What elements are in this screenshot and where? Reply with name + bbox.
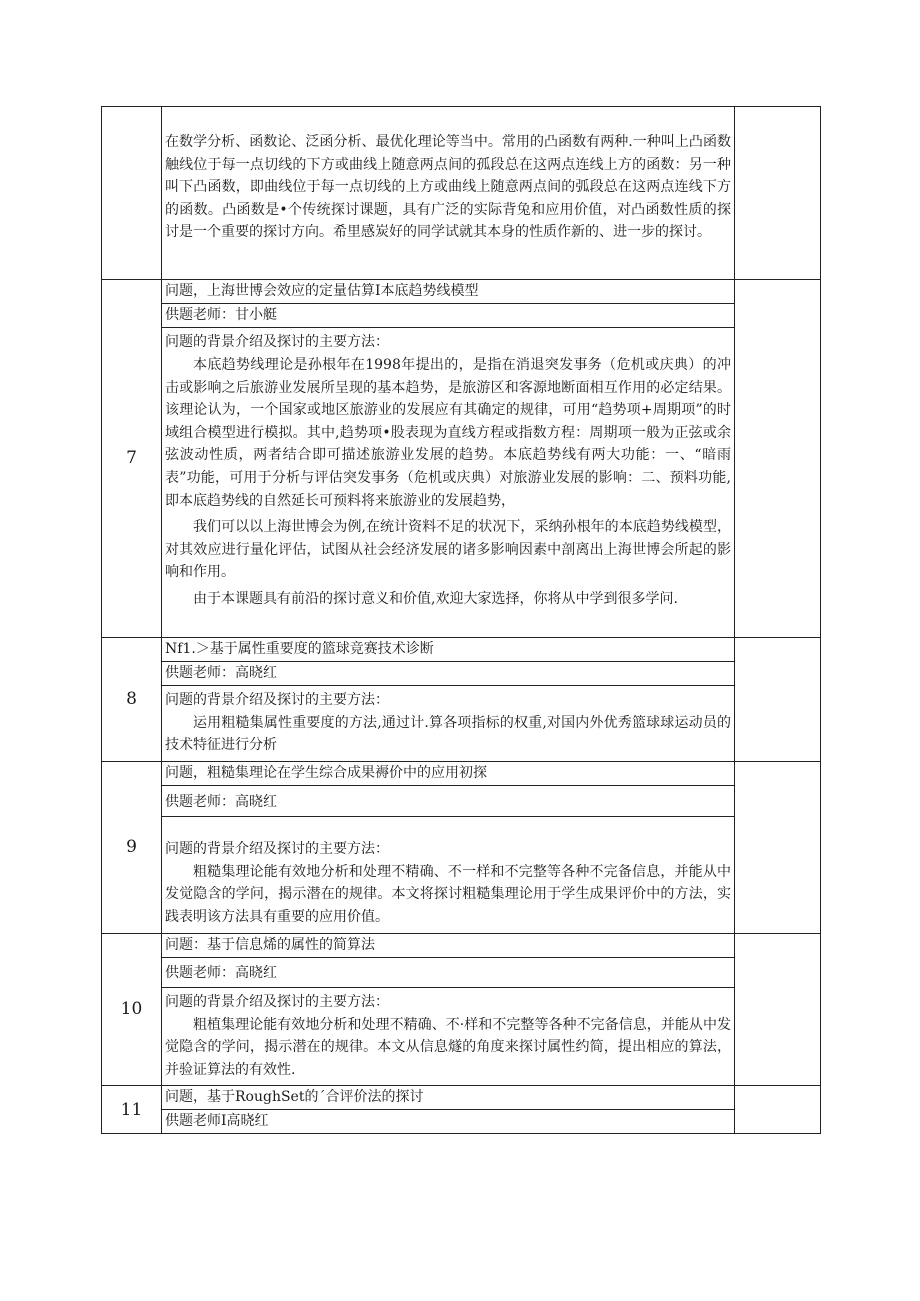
remark-cell xyxy=(735,280,821,638)
topic-title: 问题，粗糙集理论在学生综合成果褥价中的应用初探 xyxy=(162,762,734,786)
topic-title: 问题：基于信息烯的属性的简算法 xyxy=(162,934,734,958)
row-number-cell: 9 xyxy=(102,761,162,933)
content-cell xyxy=(162,637,735,761)
teacher-line: 供题老师：高晓红 xyxy=(162,662,734,686)
row-number-cell: 7 xyxy=(102,280,162,638)
background-paragraph: 粗植集理论能有效地分析和处理不精确、不·样和不完整等各种不完备信息，并能从中发觉隐含的学问，揭示潜在的规律。本文从信息燧的角度来探讨属性约简，提出相应的算法，并验证算法的有效性. xyxy=(165,1016,731,1078)
row-number-cell: 10 xyxy=(102,933,162,1086)
topic-title: Nf1.＞基于属性重要度的篮球竞赛技术诊断 xyxy=(162,638,734,662)
remark-cell xyxy=(735,933,821,1086)
content-cell xyxy=(162,933,735,1086)
remark-cell xyxy=(735,107,821,280)
teacher-line: 供题老师：高晓红 xyxy=(162,786,734,817)
background-label: 问题的背景介绍及探讨的主要方法： xyxy=(165,840,389,857)
remark-cell xyxy=(735,637,821,761)
topic-title: 问题，上海世博会效应的定量估算I本底趋势线模型 xyxy=(162,280,734,304)
remark-cell xyxy=(735,1086,821,1134)
row-number-cell xyxy=(102,107,162,280)
row6-text: 在数学分析、函数论、泛函分析、最优化理论等当中。常用的凸函数有两种.一种叫上凸函数触线位于每一点切线的下方或曲线上随意两点间的孤段总在这两点连线上方的函数：另一种叫下凸函数，即曲线位于每一点切线的上方或曲线上随意两点间的弧段总在这两点连线下方的函数。凸函数是•个传统探讨课题，具有广泛的实际背兔和应用价值，对凸函数性质的探讨是一个重要的探讨方向。希里感炭好的同学试就其本身的性质作新的、进一步的探讨。 xyxy=(165,134,731,241)
row-number-cell: 11 xyxy=(102,1086,162,1134)
remark-cell xyxy=(735,761,821,933)
content-cell xyxy=(162,107,735,280)
table-row xyxy=(102,637,821,761)
table-row xyxy=(102,933,821,1086)
row-number-cell: 8 xyxy=(102,637,162,761)
background-paragraph: 由于本课题具有前沿的探讨意义和价值,欢迎大家选择，你将从中学到很多学问. xyxy=(193,590,678,607)
teacher-line: 供题老师I高晓红 xyxy=(165,1113,269,1130)
table-row xyxy=(102,1086,821,1134)
background-paragraph: 运用粗糙集属性重要度的方法,通过计.算各项指标的权重,对国内外优秀篮球球运动员的技术特征进行分析 xyxy=(165,714,731,754)
teacher-line: 供题老师：高晓红 xyxy=(162,958,734,988)
background-label: 问题的背景介绍及探讨的主要方法： xyxy=(165,334,389,350)
background-paragraph: 我们可以以上海世博会为例,在统计资料不足的状况下，采纳孙根年的本底趋势线模型，对其效应进行量化评估，试图从社会经济发展的诸多影响因素中剖离出上海世博会所起的影响和作用。 xyxy=(165,519,731,581)
content-cell xyxy=(162,280,735,638)
background-label: 问题的背景介绍及探讨的主要方法： xyxy=(165,691,389,708)
content-cell xyxy=(162,761,735,933)
content-cell xyxy=(162,1086,735,1134)
topics-table xyxy=(101,106,821,1134)
background-label: 问题的背景介绍及探讨的主要方法： xyxy=(165,993,389,1010)
topic-title: 问题，基于RoughSet的ˊ合评价法的探讨 xyxy=(162,1086,734,1110)
background-paragraph: 粗糙集理论能有效地分析和处理不精确、不一样和不完整等各种不完备信息，并能从中发觉隐含的学问，揭示潜在的规律。本文将探讨粗糙集理论用于学生成果评价中的方法，实践表明该方法具有重要的应用价值。 xyxy=(165,863,731,925)
background-paragraph: 本底趋势线理论是孙根年在1998年提出的，是指在消退突发事务（危机或庆典）的冲击或影响之后旅游业发展所呈现的基本趋势，是旅游区和客源地断面相互作用的必定结果。该理论认为，一个国家或地区旅游业的发展应有其确定的规律，可用“趋势项+周期项”的时域组合模型进行模拟。其中,趋势项•股表现为直线方程或指数方程：周期项一般为正弦或余弦波动性质，两者结合即可描述旅游业发展的趋势。本底趋势线有两大功能：一、“暗雨表”功能，可用于分析与评估突发事务（危机或庆典）对旅游业发展的影响：二、预料功能,即本底趋势线的自然延长可预料将来旅游业的发展趋势， xyxy=(165,357,731,509)
table-row xyxy=(102,280,821,638)
teacher-line: 供题老师：甘小艇 xyxy=(162,304,734,328)
table-row xyxy=(102,107,821,280)
table-row xyxy=(102,761,821,933)
